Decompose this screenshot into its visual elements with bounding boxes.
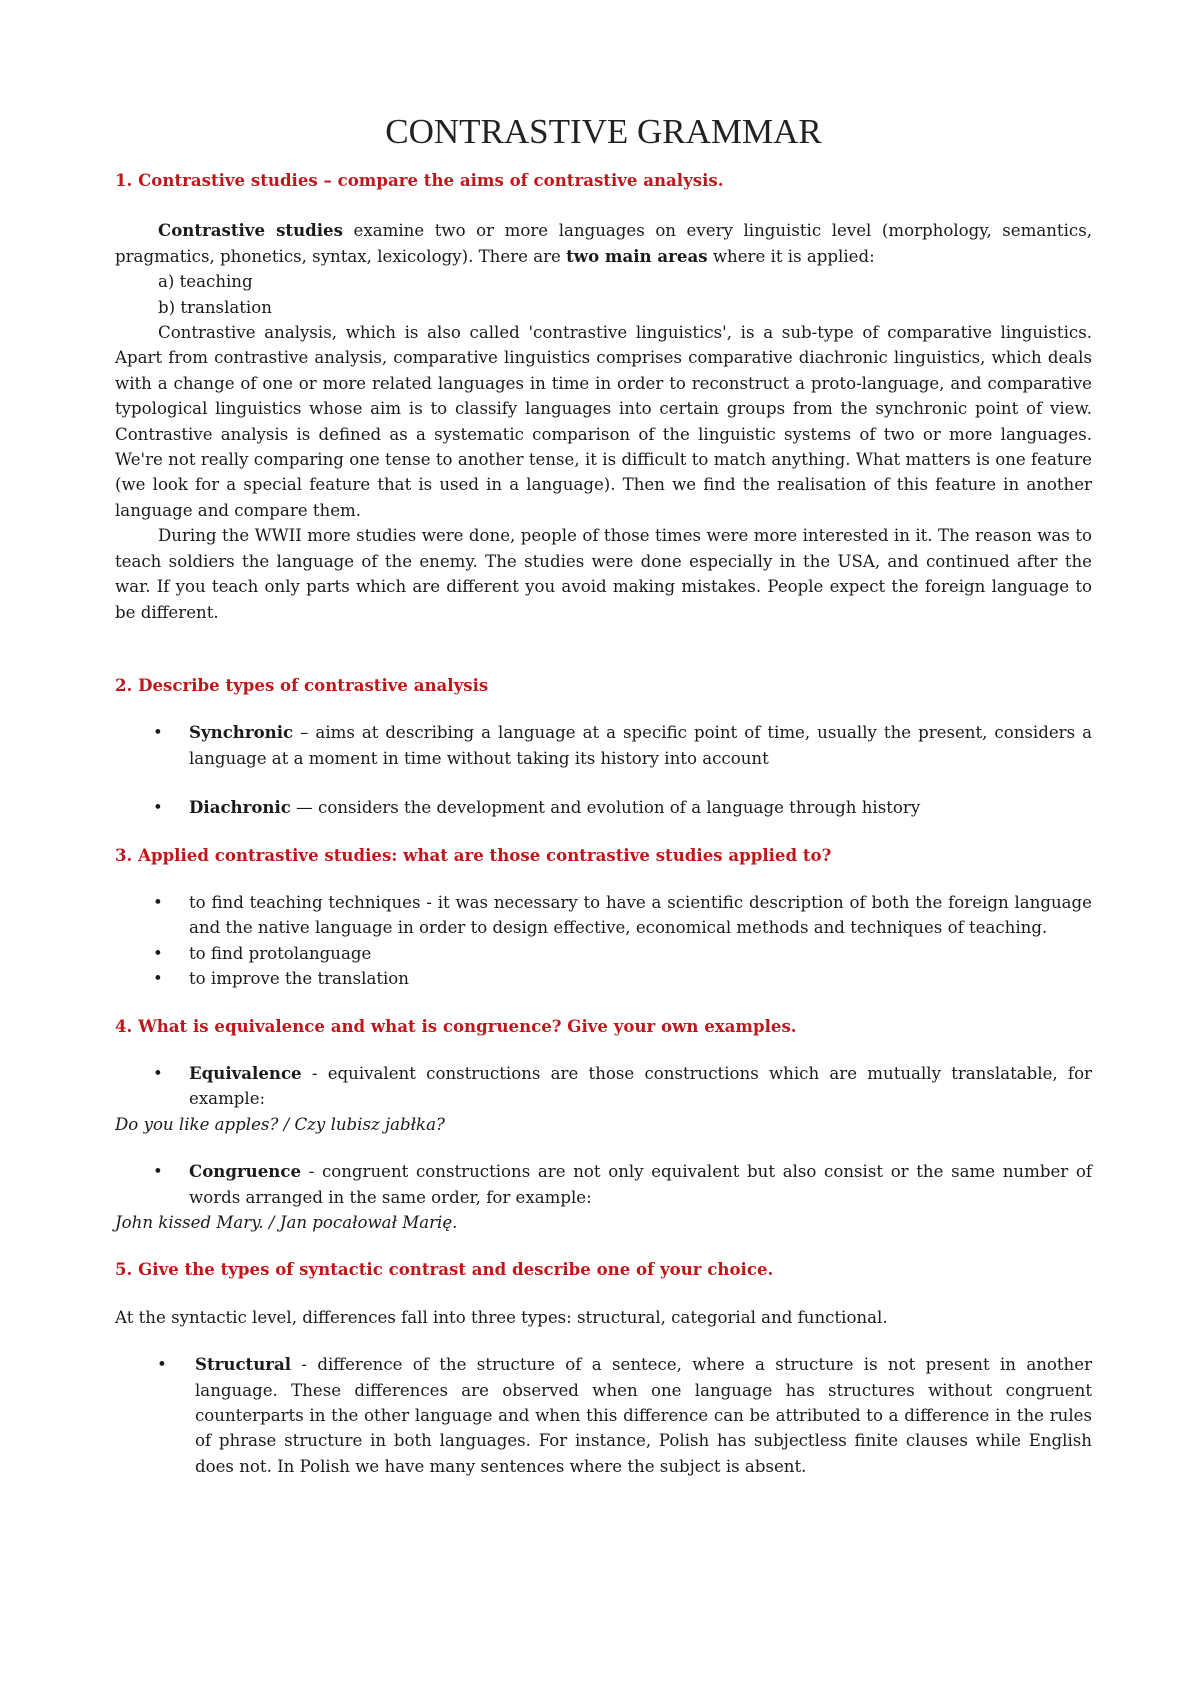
q5-intro: At the syntactic level, differences fall into three types: structural, categorial and functional. <box>115 1307 888 1327</box>
q2-list <box>115 720 1092 820</box>
list-item-teaching: a) teaching <box>158 272 253 292</box>
bullet-icon: • <box>153 723 163 743</box>
q3-list <box>115 890 1092 992</box>
q1-paragraph-3: During the WWII more studies were done, people of those times were more interested in it. The reason was to teach soldiers the language of the enemy. The studies were done especially in the USA, and continued after the war. If you teach only parts which are different you avoid making mistakes. People expect the foreign language to be different. <box>115 526 1092 622</box>
list-item-equivalence: • Equivalence - equivalent constructions are those constructions which are mutually translatable, for example: <box>153 1062 1092 1109</box>
document-page <box>115 110 1092 1479</box>
bullet-icon: • <box>157 1355 167 1375</box>
q1-paragraph-2: Contrastive analysis, which is also called 'contrastive linguistics', is a sub-type of comparative linguistics. Apart from contrastive analysis, comparative linguistics comprises comparative diachronic linguistics, which deals with a change of one or more related languages in time in order to reconstruct a proto-language, and comparative typological linguistics whose aim is to classify languages into certain groups from the synchronic point of view. Contrastive analysis is defined as a systematic comparison of the linguistic systems of two or more languages. We're not really comparing one tense to another tense, it is difficult to match anything. What matters is one feature (we look for a special feature that is used in a language). Then we find the realisation of this feature in another language and compare them. <box>115 323 1092 520</box>
bullet-icon: • <box>153 798 163 818</box>
bullet-icon: • <box>153 943 163 963</box>
list-item-diachronic: • Diachronic — considers the development and evolution of a language through history <box>115 795 1092 820</box>
q1-paragraph-1: Contrastive studies examine two or more languages on every linguistic level (morphology, semantics, pragmatics, phonetics, syntax, lexicology). There are two main areas where it is applied: <box>115 220 1092 266</box>
list-item-translation: b) translation <box>158 297 272 317</box>
bullet-icon: • <box>153 969 163 989</box>
list-item-teaching-techniques: • to find teaching techniques - it was necessary to have a scientific description of both the foreign language and the native language in order to design effective, economical methods and techniques of teaching. <box>115 890 1092 941</box>
bullet-icon: • <box>153 1162 163 1182</box>
q4-list-equivalence <box>115 1061 1092 1112</box>
list-item-improve-translation: • to improve the translation <box>115 966 1092 991</box>
list-item-protolanguage: • to find protolanguage <box>115 941 1092 966</box>
q5-list <box>115 1352 1092 1479</box>
congruence-example: John kissed Mary. / Jan pocałował Marię. <box>115 1213 458 1232</box>
term-contrastive-studies: Contrastive studies <box>158 220 343 241</box>
q1-heading: 1. Contrastive studies – compare the aims of contrastive analysis. <box>115 170 724 190</box>
q4-heading: 4. What is equivalence and what is congruence? Give your own examples. <box>115 1015 797 1036</box>
list-item-congruence: • Congruence - congruent constructions are not only equivalent but also consist or the same number of words arranged in the same order, for example: <box>153 1161 1092 1207</box>
equivalence-example: Do you like apples? / Czy lubisz jabłka? <box>115 1114 445 1134</box>
q5-heading: 5. Give the types of syntactic contrast and describe one of your choice. <box>115 1259 774 1280</box>
document-title: CONTRASTIVE GRAMMAR <box>385 112 822 151</box>
term-two-main-areas: two main areas <box>566 245 708 266</box>
q4-list-congruence <box>115 1159 1092 1210</box>
q3-heading: 3. Applied contrastive studies: what are those contrastive studies applied to? <box>115 844 832 865</box>
bullet-icon: • <box>153 1063 163 1083</box>
list-item-structural: • Structural - difference of the structure of a sentece, where a structure is not present in another language. These differences are observed when one language has structures without congruent counterparts in the other language and when this difference can be attributed to a difference in the rules of phrase structure in both languages. For instance, Polish has subjectless finite clauses while English does not. In Polish we have many sentences where the subject is absent. <box>157 1354 1092 1476</box>
bullet-icon: • <box>153 892 163 912</box>
q2-heading: 2. Describe types of contrastive analysis <box>115 674 489 695</box>
list-item-synchronic: • Synchronic – aims at describing a language at a specific point of time, usually the present, considers a language at a moment in time without taking its history into account <box>153 722 1092 768</box>
